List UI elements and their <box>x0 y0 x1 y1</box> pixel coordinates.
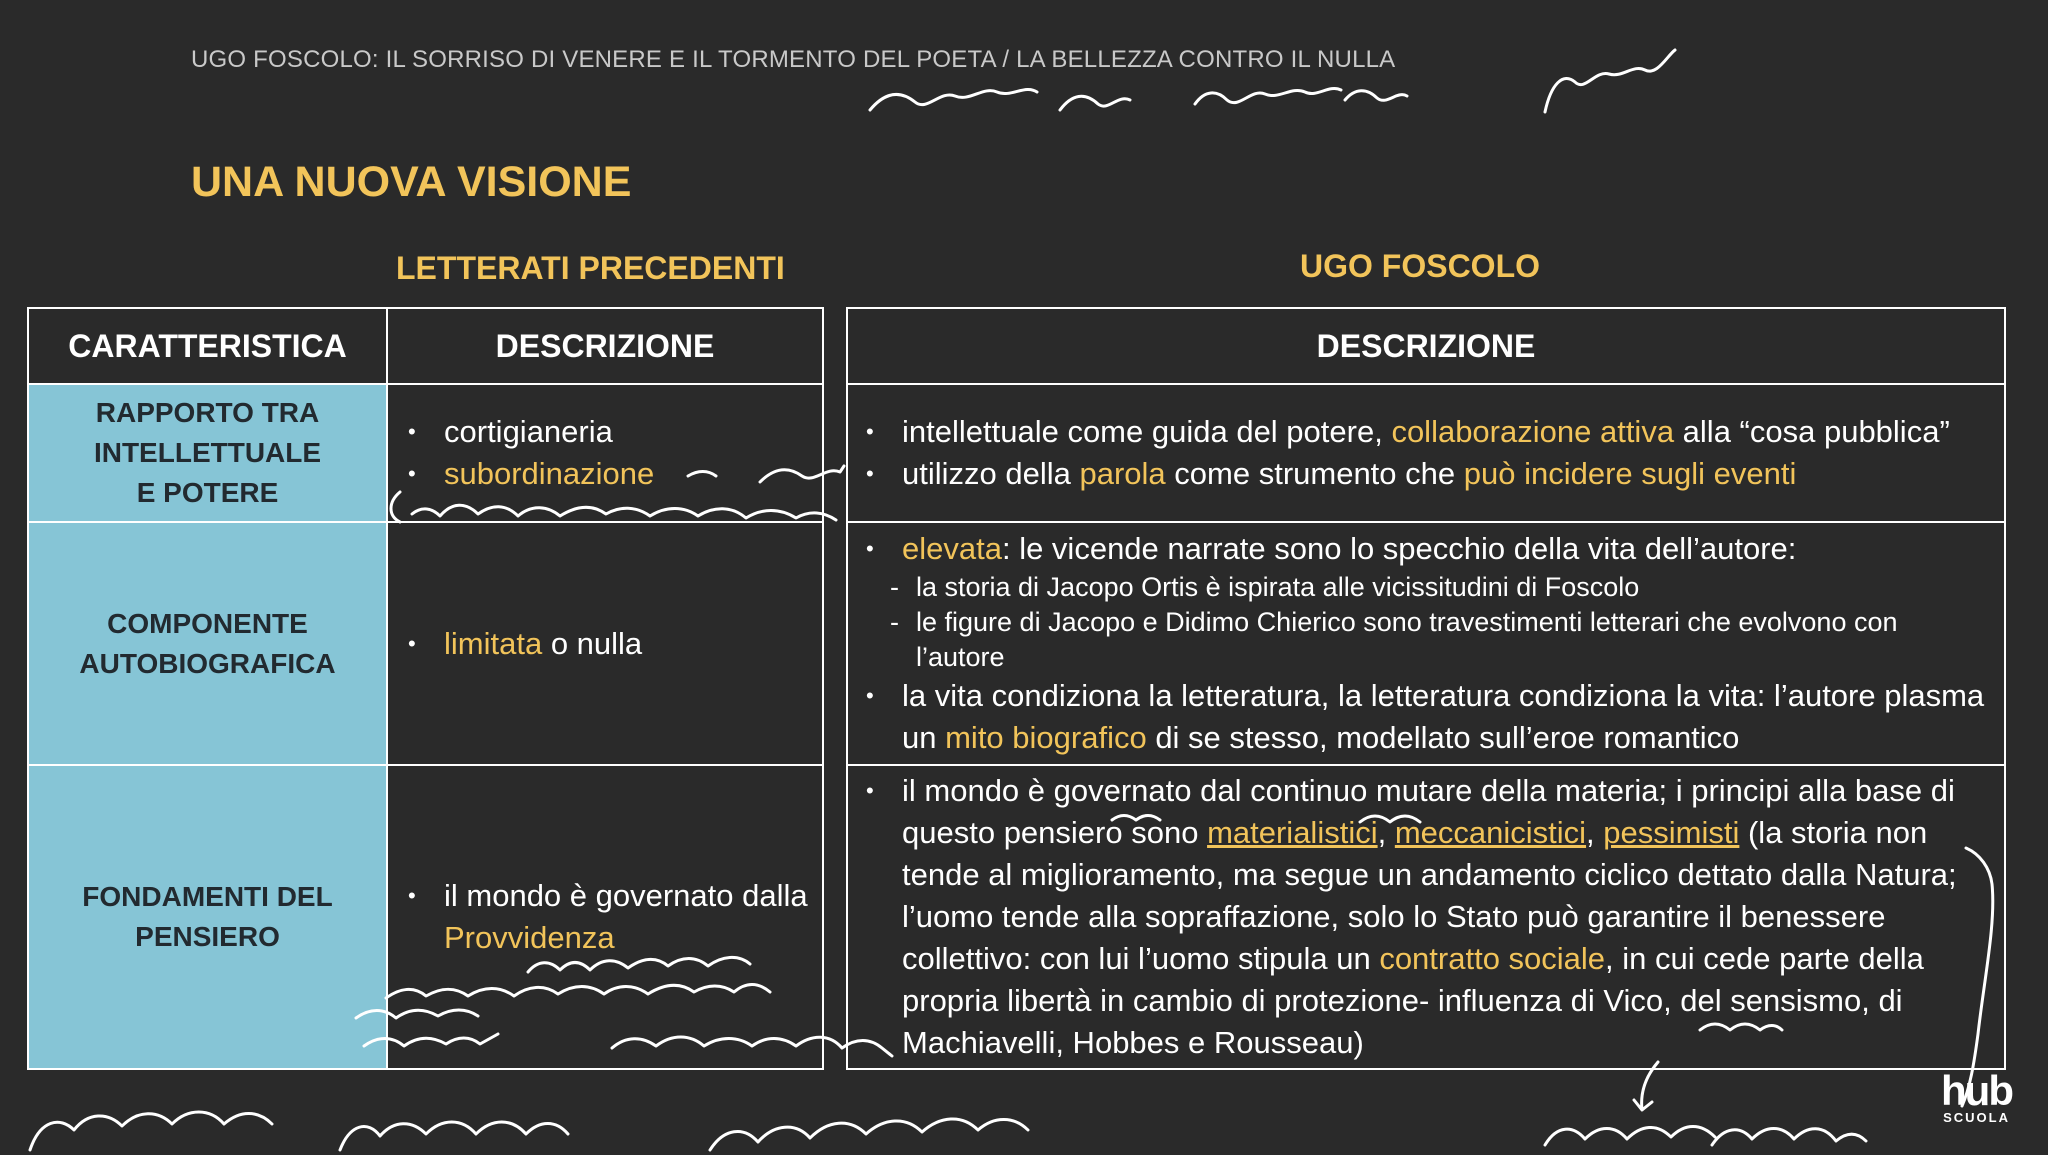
column-header-description-left: DESCRIZIONE <box>387 308 823 384</box>
annotation-stroke <box>356 1010 892 1056</box>
annotation-stroke <box>1634 1062 1658 1110</box>
heading-letterati-precedenti: LETTERATI PRECEDENTI <box>396 250 785 286</box>
annotation-stroke <box>30 1112 1028 1150</box>
list-item: • elevata: le vicende narrate sono lo specchio della vita dell’autore: <box>864 528 1988 570</box>
list-item: • limitata o nulla <box>406 623 810 665</box>
annotation-stroke <box>386 957 770 998</box>
characteristic-line: COMPONENTE <box>107 607 308 639</box>
heading-ugo-foscolo: UGO FOSCOLO <box>1300 248 1540 284</box>
list-item: • intellettuale come guida del potere, collaborazione attiva alla “cosa pubblica” <box>864 411 1988 453</box>
list-item: • il mondo è governato dal continuo mutare della materia; i principi alla base di questo pensiero sono materialistici, meccanicistici, pessimisti (la storia non tende al miglioramento, ma segue un andamento ciclico dettato dalla Natura; l’uomo tende alla sopraffazione, solo lo Stato può garantire il benessere collettivo: con lui l’uomo stipula un contratto sociale, in cui cede parte della propria libertà in cambio di protezione- influenza di Vico, del sensismo, di Machiavelli, Hobbes e Rousseau) <box>864 770 1988 1064</box>
list-item: • il mondo è governato dalla Provvidenza <box>406 875 810 959</box>
characteristic-line: INTELLETTUALE <box>93 437 322 468</box>
page-title: UNA NUOVA VISIONE <box>191 158 632 206</box>
header-line: UGO FOSCOLO: IL SORRISO DI VENERE E IL TORMENTO DEL POETA / LA BELLEZZA CONTRO IL NULLA <box>191 46 1396 73</box>
list-item: • utilizzo della parola come strumento che può incidere sugli eventi <box>864 453 1988 495</box>
characteristic-line: PENSIERO <box>135 921 280 952</box>
annotation-stroke <box>688 466 844 482</box>
list-item: • cortigianeria <box>406 411 810 453</box>
characteristic-line: RAPPORTO TRA <box>95 397 320 428</box>
annotation-stroke <box>1545 1127 1866 1146</box>
list-subitem: - la storia di Jacopo Ortis è ispirata alle vicissitudini di Foscolo <box>864 570 1988 605</box>
annotation-stroke <box>1112 816 1782 1031</box>
characteristic-line: AUTOBIOGRAFICA <box>79 647 336 679</box>
list-subitem: - le figure di Jacopo e Didimo Chierico sono travestimenti letterari che evolvono con l’autore <box>864 605 1988 675</box>
annotation-stroke <box>1962 848 1993 1106</box>
characteristic-line: FONDAMENTI DEL <box>82 881 333 912</box>
logo-sub: SCUOLA <box>1943 1110 2010 1125</box>
list-item: • la vita condiziona la letteratura, la letteratura condiziona la vita: l’autore plasma un mito biografico di se stesso, modellato sull’eroe romantico <box>864 675 1988 759</box>
annotation-stroke <box>870 50 1675 112</box>
column-header-description-right: DESCRIZIONE <box>847 308 2005 384</box>
annotation-stroke <box>391 492 836 522</box>
logo-main: hub <box>1941 1067 2012 1114</box>
list-item: • subordinazione <box>406 453 810 495</box>
column-header-characteristic: CARATTERISTICA <box>28 308 387 384</box>
characteristic-line: E POTERE <box>136 477 279 508</box>
